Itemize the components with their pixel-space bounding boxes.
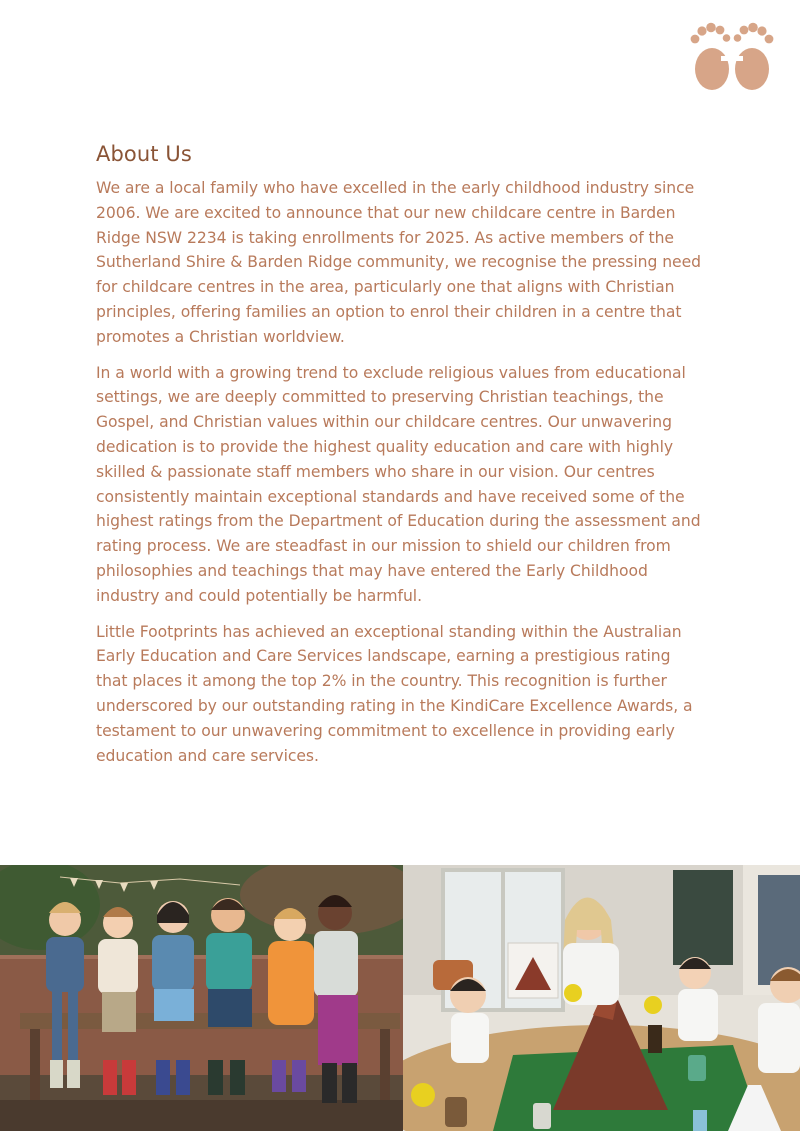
- children-on-bench-photo: [0, 865, 403, 1131]
- section-heading: About Us: [96, 142, 192, 166]
- paragraph-ratings: Little Footprints has achieved an exceptional standing within the Australian Early Education and Care Services landscape, earning a prestigious rating that places it among the top 2% in the country. This recognition is further underscored by our outstanding rating in the KindiCare Excellence Awards, a testament to our unwavering commitment to excellence in providing early education and care services.: [96, 622, 693, 765]
- about-us-section: [96, 142, 706, 779]
- paragraph-intro: We are a local family who have excelled in the early childhood industry since 2006. We are excited to announce that our new childcare centre in Barden Ridge NSW 2234 is taking enrollments for 2025. As active members of the Sutherland Shire & Barden Ridge community, we recognise the pressing need for childcare centres in the area, particularly one that aligns with Christian principles, offering families an option to enrol their children in a centre that promotes a Christian worldview.: [96, 179, 701, 346]
- volcano-science-class-photo: [403, 865, 800, 1131]
- photo-strip: [0, 865, 800, 1131]
- paragraph-values: In a world with a growing trend to exclude religious values from educational settings, we are deeply committed to preserving Christian teachings, the Gospel, and Christian values within our childcare centres. Our unwavering dedication is to provide the highest quality education and care with highly skilled & passionate staff members who share in our vision. Our centres consistently maintain exceptional standards and have received some of the highest ratings from the Department of Education during the assessment and rating process. We are steadfast in our mission to shield our children from philosophies and teachings that may have entered the Early Childhood industry and could potentially be harmful.: [96, 363, 701, 605]
- footprints-cross-logo: [688, 22, 776, 92]
